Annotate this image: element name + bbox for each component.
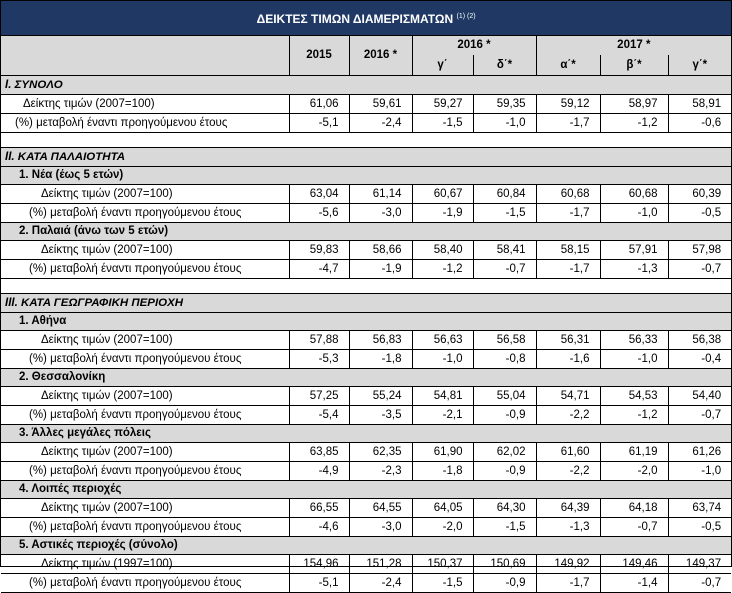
value-cell: 61,90	[412, 443, 473, 462]
value-cell: 64,55	[349, 499, 412, 518]
subgroup-title	[1, 313, 731, 331]
value-cell: -0,7	[668, 406, 731, 425]
value-cell: -0,7	[600, 518, 668, 537]
subgroup-header-row	[1, 425, 731, 443]
title-footnote: (1) (2)	[456, 13, 476, 20]
subgroup-title-text: 4. Λοιπές περιοχές	[19, 483, 122, 495]
value-cell: -1,7	[536, 204, 600, 223]
percent-change-label: (%) μεταβολή έναντι προηγούμενου έτους	[1, 518, 289, 537]
subgroup-title	[1, 481, 731, 499]
value-cell: 58,97	[600, 95, 668, 114]
header-2015: 2015	[289, 36, 349, 76]
value-cell: 57,98	[668, 241, 731, 260]
subgroup-title	[1, 425, 731, 443]
value-cell: -0,5	[668, 518, 731, 537]
value-cell: -1,8	[349, 350, 412, 369]
value-cell: 56,33	[600, 331, 668, 350]
value-cell: -1,7	[536, 574, 600, 593]
value-cell: -2,0	[600, 462, 668, 481]
value-cell: 56,63	[412, 331, 473, 350]
value-cell: 150,37	[412, 555, 473, 574]
value-cell: -4,6	[289, 518, 349, 537]
value-cell: 56,83	[349, 331, 412, 350]
value-cell: -3,0	[349, 518, 412, 537]
header-2016-q4: δ΄*	[473, 55, 536, 76]
value-cell: -0,4	[668, 350, 731, 369]
value-cell: -1,2	[600, 406, 668, 425]
value-cell: -1,0	[473, 114, 536, 133]
value-cell: -1,0	[668, 462, 731, 481]
table-row	[1, 518, 731, 537]
subgroup-title-text: 5. Αστικές περιοχές (σύνολο)	[19, 539, 178, 551]
header-group-2017: 2017 *	[536, 36, 731, 56]
subgroup-title-text: 3. Άλλες μεγάλες πόλεις	[19, 427, 151, 439]
price-index-label: Δείκτης τιμών (2007=100)	[1, 241, 289, 260]
value-cell: -1,5	[473, 518, 536, 537]
value-cell: 61,60	[536, 443, 600, 462]
value-cell: -5,3	[289, 350, 349, 369]
value-cell: 61,06	[289, 95, 349, 114]
table-row	[1, 204, 731, 223]
value-cell: 63,74	[668, 499, 731, 518]
value-cell: 62,35	[349, 443, 412, 462]
table-row	[1, 95, 731, 114]
percent-change-label: (%) μεταβολή έναντι προηγούμενου έτους	[1, 204, 289, 223]
value-cell: -3,5	[349, 406, 412, 425]
value-cell: 58,66	[349, 241, 412, 260]
value-cell: 54,40	[668, 387, 731, 406]
spacer-row	[1, 133, 731, 148]
value-cell: -2,2	[536, 406, 600, 425]
apartment-price-index-table	[1, 1, 731, 593]
percent-change-label: (%) μεταβολή έναντι προηγούμενου έτους	[1, 260, 289, 279]
subgroup-title	[1, 223, 731, 241]
table-row	[1, 574, 731, 593]
header-2017-q3: γ΄*	[668, 55, 731, 76]
value-cell: -2,4	[349, 114, 412, 133]
price-index-label: Δείκτης τιμών (2007=100)	[1, 95, 289, 114]
value-cell: 55,04	[473, 387, 536, 406]
value-cell: 149,46	[600, 555, 668, 574]
section-title: II. ΚΑΤΑ ΠΑΛΑΙΟΤΗΤΑ	[1, 148, 731, 167]
section-header-row	[1, 148, 731, 167]
header-label-cell	[1, 36, 289, 76]
value-cell: -1,5	[412, 574, 473, 593]
table-row	[1, 331, 731, 350]
subgroup-title	[1, 167, 731, 185]
price-index-label: Δείκτης τιμών (2007=100)	[1, 387, 289, 406]
value-cell: 66,55	[289, 499, 349, 518]
price-index-label: Δείκτης τιμών (2007=100)	[1, 331, 289, 350]
header-2016-q3: γ΄	[412, 55, 473, 76]
value-cell: -1,2	[412, 260, 473, 279]
value-cell: 61,14	[349, 185, 412, 204]
value-cell: 64,39	[536, 499, 600, 518]
spacer-cell	[1, 133, 731, 148]
value-cell: 57,88	[289, 331, 349, 350]
value-cell: 59,35	[473, 95, 536, 114]
value-cell: 150,69	[473, 555, 536, 574]
section-title: III. ΚΑΤΑ ΓΕΩΓΡΑΦΙΚΗ ΠΕΡΙΟΧΗ	[1, 294, 731, 313]
value-cell: -0,7	[668, 574, 731, 593]
subgroup-header-row	[1, 313, 731, 331]
value-cell: 57,25	[289, 387, 349, 406]
value-cell: -1,7	[536, 114, 600, 133]
subgroup-title-text: 1. Αθήνα	[19, 315, 67, 327]
percent-change-label: (%) μεταβολή έναντι προηγούμενου έτους	[1, 350, 289, 369]
table-row	[1, 499, 731, 518]
value-cell: 64,18	[600, 499, 668, 518]
value-cell: -1,9	[412, 204, 473, 223]
value-cell: 151,28	[349, 555, 412, 574]
value-cell: 60,68	[536, 185, 600, 204]
value-cell: 60,39	[668, 185, 731, 204]
subgroup-title	[1, 369, 731, 387]
table-row	[1, 462, 731, 481]
value-cell: -1,0	[412, 350, 473, 369]
subgroup-title	[1, 537, 731, 555]
value-cell: -3,0	[349, 204, 412, 223]
value-cell: -0,9	[473, 462, 536, 481]
value-cell: -2,3	[349, 462, 412, 481]
value-cell: -2,2	[536, 462, 600, 481]
value-cell: -1,3	[536, 518, 600, 537]
value-cell: 61,19	[600, 443, 668, 462]
value-cell: 62,02	[473, 443, 536, 462]
value-cell: 59,12	[536, 95, 600, 114]
header-group-2016: 2016 *	[412, 36, 536, 56]
subgroup-title-text: 2. Παλαιά (άνω των 5 ετών)	[19, 225, 169, 237]
section-title: I. ΣΥΝΟΛΟ	[1, 76, 731, 95]
value-cell: -0,7	[473, 260, 536, 279]
value-cell: 54,53	[600, 387, 668, 406]
value-cell: -2,4	[349, 574, 412, 593]
table-row	[1, 350, 731, 369]
subgroup-header-row	[1, 369, 731, 387]
header-2016: 2016 *	[349, 36, 412, 76]
value-cell: -1,5	[412, 114, 473, 133]
value-cell: -1,9	[349, 260, 412, 279]
table-row	[1, 387, 731, 406]
value-cell: 56,38	[668, 331, 731, 350]
value-cell: -4,7	[289, 260, 349, 279]
table-row	[1, 114, 731, 133]
value-cell: -1,0	[600, 350, 668, 369]
table-row	[1, 443, 731, 462]
value-cell: 64,05	[412, 499, 473, 518]
percent-change-label: (%) μεταβολή έναντι προηγούμενου έτους	[1, 574, 289, 593]
price-index-label: Δείκτης τιμών (2007=100)	[1, 185, 289, 204]
value-cell: -5,4	[289, 406, 349, 425]
value-cell: -2,1	[412, 406, 473, 425]
subgroup-header-row	[1, 537, 731, 555]
table-row	[1, 241, 731, 260]
price-index-label: Δείκτης τιμών (2007=100)	[1, 443, 289, 462]
value-cell: 58,41	[473, 241, 536, 260]
value-cell: -5,1	[289, 114, 349, 133]
value-cell: -1,2	[600, 114, 668, 133]
value-cell: 55,24	[349, 387, 412, 406]
section-header-row	[1, 294, 731, 313]
value-cell: -5,1	[289, 574, 349, 593]
value-cell: -1,3	[600, 260, 668, 279]
price-index-label: Δείκτης τιμών (1997=100)	[1, 555, 289, 574]
table-row	[1, 406, 731, 425]
value-cell: -0,7	[668, 260, 731, 279]
subgroup-title-text: 1. Νέα (έως 5 ετών)	[19, 169, 124, 181]
spacer-cell	[1, 279, 731, 294]
value-cell: -1,8	[412, 462, 473, 481]
value-cell: -0,5	[668, 204, 731, 223]
table-row	[1, 185, 731, 204]
value-cell: 149,92	[536, 555, 600, 574]
value-cell: 59,83	[289, 241, 349, 260]
header-2017-q2: β΄*	[600, 55, 668, 76]
value-cell: 54,71	[536, 387, 600, 406]
percent-change-label: (%) μεταβολή έναντι προηγούμενου έτους	[1, 462, 289, 481]
value-cell: 59,27	[412, 95, 473, 114]
value-cell: 58,15	[536, 241, 600, 260]
price-index-label: Δείκτης τιμών (2007=100)	[1, 499, 289, 518]
table-title: ΔΕΙΚΤΕΣ ΤΙΜΩΝ ΔΙΑΜΕΡΙΣΜΑΤΩΝ $^{(1) (2)}$	[1, 1, 731, 36]
value-cell: -2,0	[412, 518, 473, 537]
value-cell: 60,67	[412, 185, 473, 204]
value-cell: 56,31	[536, 331, 600, 350]
section-header-row	[1, 76, 731, 95]
percent-change-label: (%) μεταβολή έναντι προηγούμενου έτους	[1, 114, 289, 133]
spacer-row	[1, 279, 731, 294]
value-cell: 63,85	[289, 443, 349, 462]
table-row	[1, 555, 731, 574]
subgroup-title-text: 2. Θεσσαλονίκη	[19, 371, 106, 383]
value-cell: 60,68	[600, 185, 668, 204]
value-cell: -1,7	[536, 260, 600, 279]
value-cell: 64,30	[473, 499, 536, 518]
value-cell: -0,9	[473, 574, 536, 593]
header-2017-q1: α΄*	[536, 55, 600, 76]
value-cell: 63,04	[289, 185, 349, 204]
value-cell: 57,91	[600, 241, 668, 260]
value-cell: -0,8	[473, 350, 536, 369]
value-cell: 60,84	[473, 185, 536, 204]
value-cell: -0,6	[668, 114, 731, 133]
value-cell: 58,91	[668, 95, 731, 114]
subgroup-header-row	[1, 223, 731, 241]
value-cell: -1,0	[600, 204, 668, 223]
percent-change-label: (%) μεταβολή έναντι προηγούμενου έτους	[1, 406, 289, 425]
value-cell: -1,4	[600, 574, 668, 593]
value-cell: -0,9	[473, 406, 536, 425]
value-cell: 149,37	[668, 555, 731, 574]
value-cell: 56,58	[473, 331, 536, 350]
value-cell: 154,96	[289, 555, 349, 574]
value-cell: 54,81	[412, 387, 473, 406]
value-cell: -4,9	[289, 462, 349, 481]
subgroup-header-row	[1, 167, 731, 185]
value-cell: -1,5	[473, 204, 536, 223]
value-cell: -5,6	[289, 204, 349, 223]
value-cell: 58,40	[412, 241, 473, 260]
subgroup-header-row	[1, 481, 731, 499]
value-cell: -1,6	[536, 350, 600, 369]
value-cell: 59,61	[349, 95, 412, 114]
table-row	[1, 260, 731, 279]
value-cell: 61,26	[668, 443, 731, 462]
